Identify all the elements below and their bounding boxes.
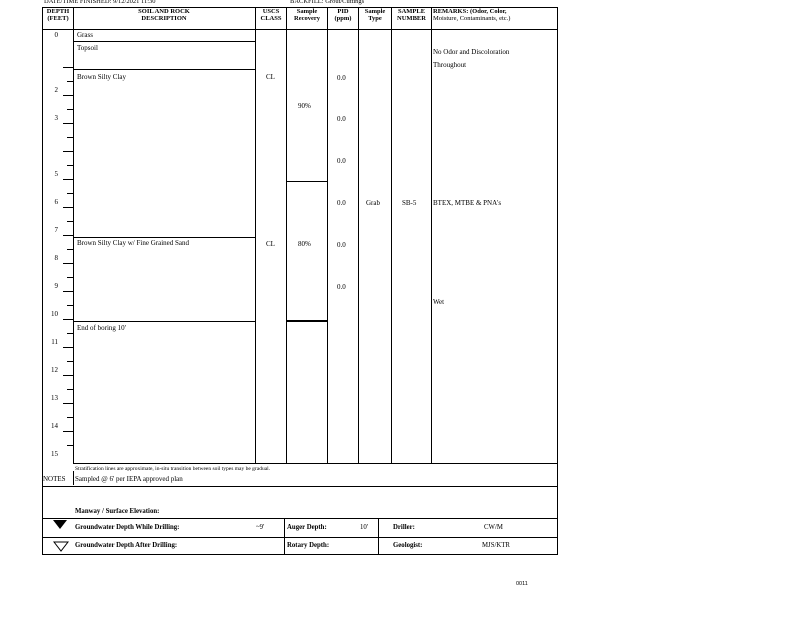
tick-7 bbox=[63, 235, 73, 236]
gw-while-label: Groundwater Depth While Drilling: bbox=[75, 524, 180, 531]
tick-13-5 bbox=[67, 417, 73, 418]
col-remarks-header: REMARKS: (Odor, Color, Moisture, Contaminants, etc.) bbox=[433, 8, 511, 22]
depth-12: 12 bbox=[51, 366, 58, 374]
tick-5-5 bbox=[67, 193, 73, 194]
col-line-recovery bbox=[327, 7, 328, 464]
sample-type: Grab bbox=[366, 199, 380, 207]
layer-line-clay bbox=[73, 237, 256, 238]
depth-5: 5 bbox=[54, 170, 58, 178]
footer-line-1 bbox=[42, 518, 558, 519]
pid-4: 0.0 bbox=[337, 199, 346, 207]
tick-2 bbox=[63, 95, 73, 96]
layer-brown-silty-clay: Brown Silty Clay bbox=[77, 73, 127, 81]
tick-8 bbox=[63, 263, 73, 264]
pid-6: 0.0 bbox=[337, 283, 346, 291]
gw-after-label: Groundwater Depth After Drilling: bbox=[75, 542, 178, 549]
notes-label: NOTES bbox=[43, 475, 66, 483]
footer-bottom-line bbox=[42, 554, 558, 555]
stratification-note: Stratification lines are approximate, in-situ transition between soil types may be gradual. bbox=[75, 466, 271, 472]
depth-4: 4 bbox=[54, 142, 58, 150]
col-number-header: SAMPLE NUMBER bbox=[397, 8, 426, 22]
recovery-1: 90% bbox=[298, 102, 311, 110]
layer-grass: Grass bbox=[77, 31, 93, 39]
layer-end-of-boring: End of boring 10' bbox=[77, 324, 126, 332]
depth-14: 14 bbox=[51, 422, 58, 430]
depth-15: 15 bbox=[51, 450, 58, 458]
tick-10-5 bbox=[67, 333, 73, 334]
tick-3-5 bbox=[67, 137, 73, 138]
gw-while-value: ~9' bbox=[256, 524, 265, 531]
geologist-value: MJS/KTR bbox=[482, 542, 510, 549]
tick-6-5 bbox=[67, 221, 73, 222]
rotary-label: Rotary Depth: bbox=[287, 542, 330, 549]
tick-11-5 bbox=[67, 361, 73, 362]
layer-topsoil: Topsoil bbox=[77, 44, 98, 52]
frame-left bbox=[42, 7, 43, 555]
col-type-header: Sample Type bbox=[364, 8, 386, 22]
recovery-line-1 bbox=[286, 181, 327, 182]
tick-14 bbox=[63, 431, 73, 432]
depth-1: 1 bbox=[54, 57, 58, 65]
pid-2: 0.0 bbox=[337, 115, 346, 123]
depth-10: 10 bbox=[51, 310, 58, 318]
uscs-cl-1: CL bbox=[266, 73, 275, 81]
frame-right bbox=[557, 7, 558, 555]
depth-7: 7 bbox=[54, 226, 58, 234]
tick-9-5 bbox=[67, 305, 73, 306]
auger-label: Auger Depth: bbox=[287, 524, 327, 531]
recovery-2: 80% bbox=[298, 240, 311, 248]
tick-3 bbox=[63, 123, 73, 124]
tick-9 bbox=[63, 291, 73, 292]
notes-text: Sampled @ 6' per IEPA approved plan bbox=[75, 475, 183, 483]
depth-3: 3 bbox=[54, 114, 58, 122]
date-finished-text: DATE/TIME FINISHED: 9/12/2021 11:30 bbox=[44, 0, 156, 5]
notes-divider bbox=[73, 471, 74, 485]
depth-13: 13 bbox=[51, 394, 58, 402]
driller-label: Driller: bbox=[393, 524, 415, 531]
groundwater-while-icon bbox=[53, 520, 67, 529]
tick-11 bbox=[63, 347, 73, 348]
auger-value: 10' bbox=[360, 524, 369, 531]
col-depth-header: DEPTH (FEET) bbox=[46, 8, 70, 22]
tick-8-5 bbox=[67, 277, 73, 278]
recovery-line-2 bbox=[286, 320, 327, 322]
backfill-text: BACKFILL: Grout/Cuttings bbox=[290, 0, 365, 5]
col-uscs-header: USCS CLASS bbox=[260, 8, 282, 22]
layer-line-end bbox=[73, 321, 256, 322]
depth-9: 9 bbox=[54, 282, 58, 290]
layer-line-grass bbox=[73, 41, 256, 42]
uscs-cl-2: CL bbox=[266, 240, 275, 248]
pid-5: 0.0 bbox=[337, 241, 346, 249]
footer-line-2 bbox=[42, 537, 558, 538]
tick-12 bbox=[63, 375, 73, 376]
layer-clay-with-sand: Brown Silty Clay w/ Fine Grained Sand bbox=[77, 239, 189, 247]
pid-1: 0.0 bbox=[337, 74, 346, 82]
manway-label: Manway / Surface Elevation: bbox=[75, 508, 160, 515]
col-pid-header: PID (ppm) bbox=[334, 8, 352, 22]
tick-6 bbox=[63, 207, 73, 208]
page-mark: 0011 bbox=[516, 581, 528, 587]
col-line-uscs bbox=[286, 7, 287, 464]
header-bottom-line bbox=[42, 29, 558, 30]
tick-10 bbox=[63, 319, 73, 320]
pid-3: 0.0 bbox=[337, 157, 346, 165]
tick-4 bbox=[63, 151, 73, 152]
sample-number: SB-5 bbox=[402, 199, 417, 207]
remarks-line2: Throughout bbox=[433, 61, 467, 69]
depth-8: 8 bbox=[54, 254, 58, 262]
depth-0: 0 bbox=[54, 31, 58, 39]
col-line-depth bbox=[73, 7, 74, 464]
tick-5 bbox=[63, 179, 73, 180]
remarks-analytes: BTEX, MTBE & PNA's bbox=[433, 199, 502, 207]
tick-4-5 bbox=[67, 165, 73, 166]
tick-14-5 bbox=[67, 445, 73, 446]
layer-line-topsoil bbox=[73, 69, 256, 70]
col-recovery-header: Sample Recovery bbox=[294, 8, 320, 22]
col-line-number bbox=[431, 7, 432, 464]
tick-12-5 bbox=[67, 389, 73, 390]
remarks-wet: Wet bbox=[433, 298, 445, 306]
footer-divider-1 bbox=[284, 519, 285, 555]
depth-6: 6 bbox=[54, 198, 58, 206]
col-line-type bbox=[391, 7, 392, 464]
geologist-label: Geologist: bbox=[393, 542, 423, 549]
tick-1 bbox=[63, 67, 73, 68]
col-soil-header: SOIL AND ROCK DESCRIPTION bbox=[138, 8, 190, 22]
col-line-soil bbox=[255, 7, 256, 464]
tick-7-5 bbox=[67, 249, 73, 250]
tick-2-5 bbox=[67, 109, 73, 110]
driller-value: CW/M bbox=[484, 524, 503, 531]
tick-13 bbox=[63, 403, 73, 404]
remarks-line1: No Odor and Discoloration bbox=[433, 48, 510, 56]
tick-1-5 bbox=[67, 81, 73, 82]
notes-bottom-line bbox=[42, 486, 558, 487]
log-bottom-line bbox=[73, 463, 558, 464]
footer-divider-2 bbox=[378, 519, 379, 555]
depth-11: 11 bbox=[51, 338, 58, 346]
depth-2: 2 bbox=[54, 86, 58, 94]
col-line-pid bbox=[358, 7, 359, 464]
